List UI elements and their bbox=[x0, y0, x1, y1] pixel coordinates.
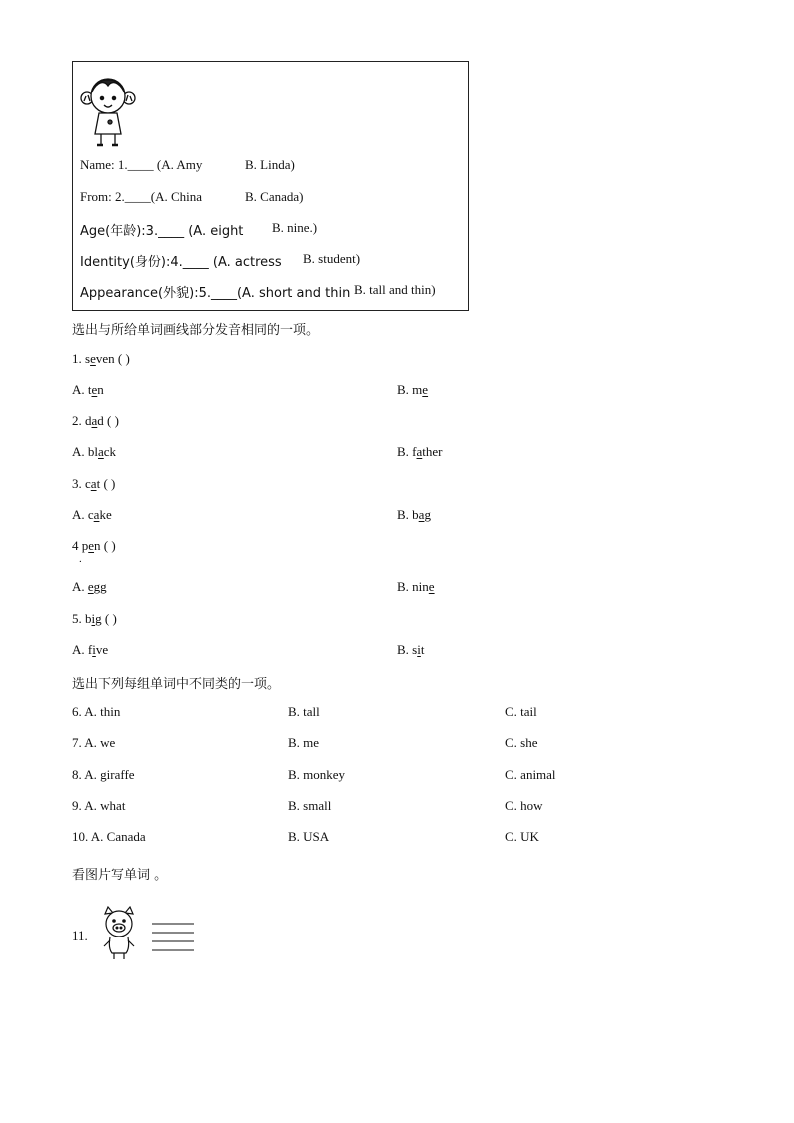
question-5-option-a: A. five bbox=[72, 642, 109, 657]
question-8-option-b: B. monkey bbox=[288, 767, 346, 782]
question-7-option-a: 7. A. we bbox=[72, 735, 116, 750]
question-2-option-a: A. black bbox=[72, 444, 117, 459]
question-11-number: 11. bbox=[72, 928, 88, 943]
question-10-option-a: 10. A. Canada bbox=[72, 829, 146, 844]
question-1-option-b: B. me bbox=[397, 382, 429, 397]
question-5: 5. big ( ) bbox=[72, 611, 117, 626]
question-6-option-a: 6. A. thin bbox=[72, 704, 121, 719]
girl-illustration bbox=[79, 68, 137, 148]
writing-lines bbox=[152, 922, 194, 952]
question-6-option-c: C. tail bbox=[505, 704, 537, 719]
question-3-option-a: A. cake bbox=[72, 507, 112, 522]
profile-row-from-option-b: B. Canada) bbox=[245, 189, 304, 204]
question-9-option-c: C. how bbox=[505, 798, 543, 813]
question-7-option-b: B. me bbox=[288, 735, 320, 750]
question-1-option-a: A. ten bbox=[72, 382, 104, 397]
question-7-option-c: C. she bbox=[505, 735, 538, 750]
question-2: 2. dad ( ) bbox=[72, 413, 119, 428]
profile-row-age: Age(年龄):3.____ (A. eight bbox=[80, 224, 244, 239]
question-9-option-a: 9. A. what bbox=[72, 798, 126, 813]
profile-box bbox=[72, 61, 469, 311]
profile-row-appearance-option-b: B. tall and thin) bbox=[354, 282, 436, 297]
profile-row-from: From: 2.____(A. China bbox=[80, 189, 203, 204]
profile-row-name-option-b: B. Linda) bbox=[245, 157, 295, 172]
question-4-stray-dot: . bbox=[79, 553, 82, 565]
question-4-option-a: A. egg bbox=[72, 579, 107, 594]
question-10-option-c: C. UK bbox=[505, 829, 539, 844]
section3-title: 看图片写单词 。 bbox=[72, 868, 168, 883]
question-10-option-b: B. USA bbox=[288, 829, 330, 844]
question-5-option-b: B. sit bbox=[397, 642, 425, 657]
question-3-option-b: B. bag bbox=[397, 507, 431, 522]
profile-row-identity: Identity(身份):4.____ (A. actress bbox=[80, 255, 282, 270]
question-8-option-a: 8. A. giraffe bbox=[72, 767, 135, 782]
profile-row-identity-option-b: B. student) bbox=[303, 251, 361, 266]
profile-row-age-option-b: B. nine.) bbox=[272, 220, 318, 235]
question-2-option-b: B. father bbox=[397, 444, 443, 459]
section1-title: 选出与所给单词画线部分发音相同的一项。 bbox=[72, 323, 320, 338]
question-1: 1. seven ( ) bbox=[72, 351, 130, 366]
pig-illustration bbox=[99, 906, 139, 962]
question-6-option-b: B. tall bbox=[288, 704, 320, 719]
question-9-option-b: B. small bbox=[288, 798, 332, 813]
question-3: 3. cat ( ) bbox=[72, 476, 116, 491]
question-8-option-c: C. animal bbox=[505, 767, 556, 782]
profile-row-appearance: Appearance(外貌):5.____(A. short and thin bbox=[80, 286, 351, 301]
profile-row-name: Name: 1.____ (A. Amy bbox=[80, 157, 203, 172]
question-4-option-b: B. nine bbox=[397, 579, 435, 594]
question-4: 4 pen ( ) bbox=[72, 538, 116, 553]
section2-title: 选出下列每组单词中不同类的一项。 bbox=[72, 677, 281, 692]
